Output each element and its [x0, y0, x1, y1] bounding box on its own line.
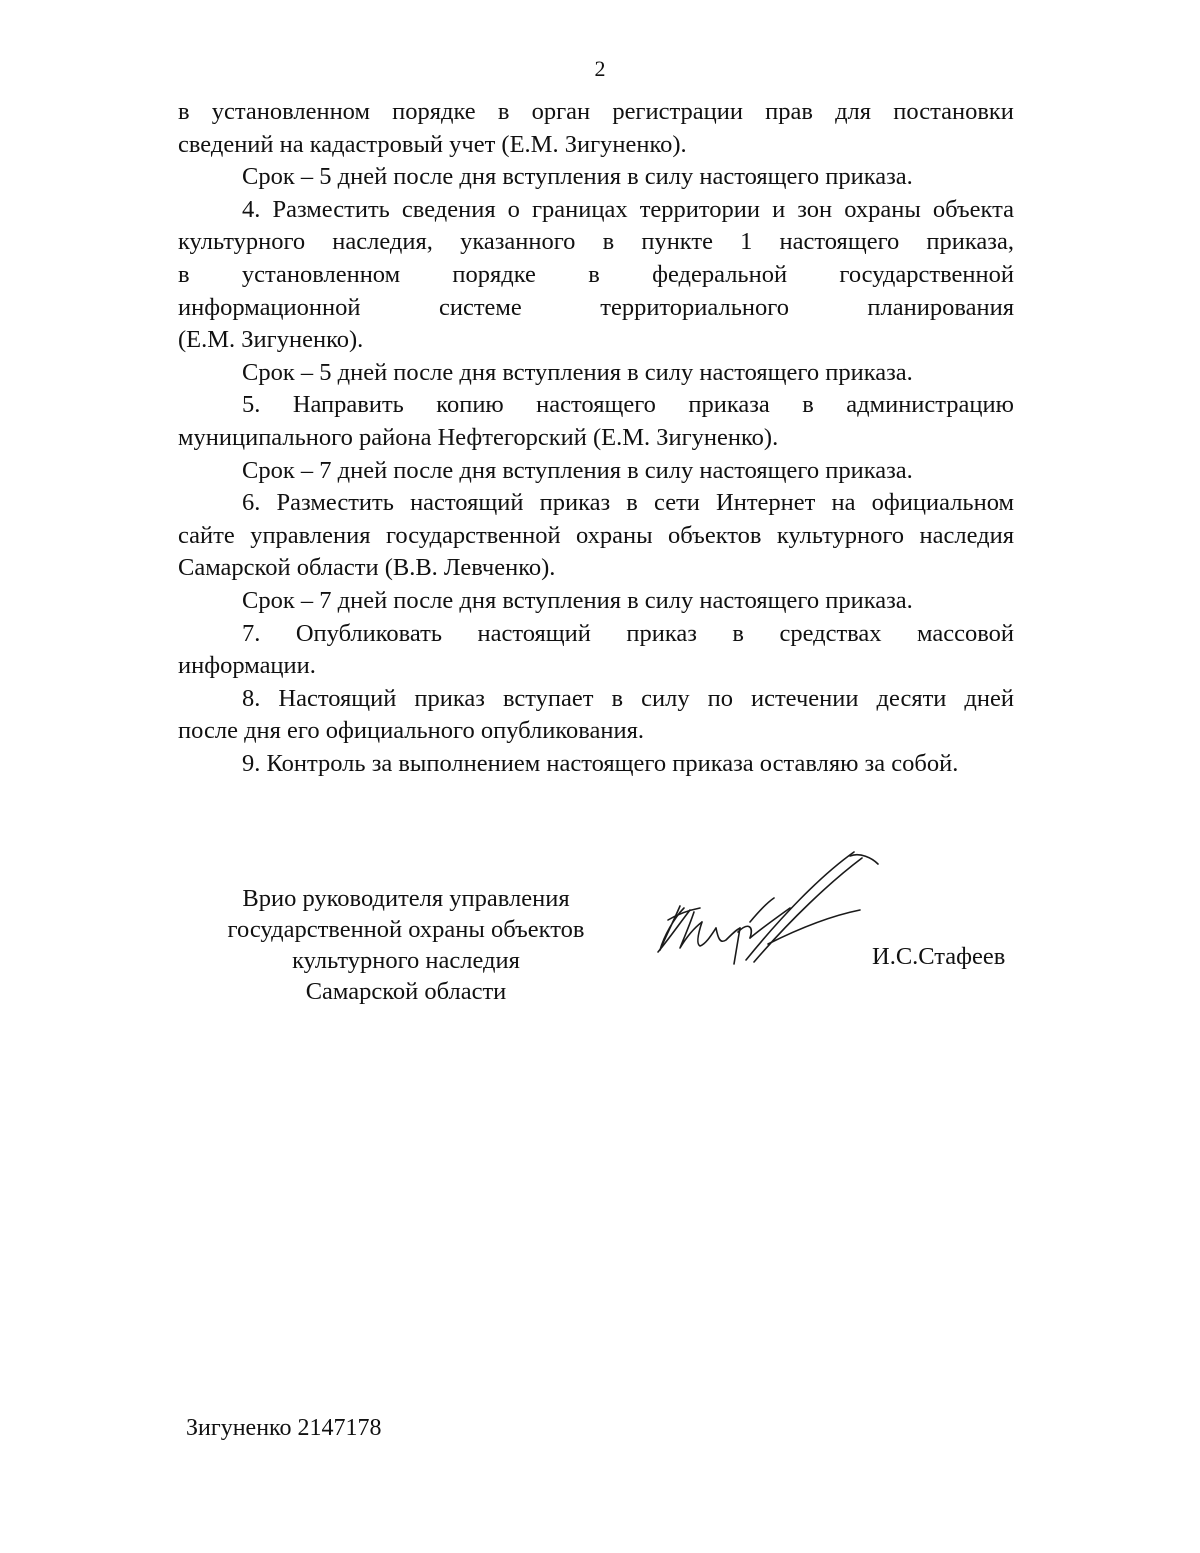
paragraph-6-line-2: сайте управления государственной охраны объектов культурного наследия	[178, 521, 1014, 549]
paragraph-6-line-3: Самарской области (В.В. Левченко).	[178, 554, 556, 582]
position-line: культурного наследия	[292, 947, 520, 974]
word: прав	[765, 98, 813, 125]
paragraph-4-line-3	[178, 259, 1014, 292]
word: настоящего	[779, 228, 900, 256]
signatory-name: И.С.Стафеев	[872, 943, 1006, 970]
word: в	[602, 228, 615, 256]
paragraph-5-line-2: муниципального района Нефтегорский (Е.М. Зигуненко).	[178, 423, 779, 451]
deadline-line: Срок – 7 дней после дня вступления в силу настоящего приказа.	[242, 586, 913, 614]
word: регистрации	[612, 98, 743, 125]
paragraph-4-line-2	[178, 226, 1014, 259]
word: порядке	[392, 98, 476, 125]
paragraph-5-line-1	[178, 389, 1014, 422]
paragraph-7-line-1	[178, 618, 1014, 651]
word: средствах	[779, 619, 882, 647]
word: для	[835, 98, 872, 125]
position-line: государственной охраны объектов	[227, 916, 585, 943]
word: системе	[438, 293, 522, 321]
paragraph-9: 9. Контроль за выполнением настоящего приказа оставляю за собой.	[242, 749, 959, 777]
word: приказ	[626, 619, 697, 647]
word: приказа	[688, 391, 770, 419]
word: массовой	[917, 619, 1014, 647]
deadline-line: Срок – 5 дней после дня вступления в силу настоящего приказа.	[242, 163, 913, 191]
word: федеральной	[652, 260, 788, 288]
word: администрацию	[846, 391, 1014, 419]
word: установленном	[211, 98, 370, 125]
paragraph-4-line-4	[178, 292, 1014, 325]
paragraph-4-line-1: 4. Разместить сведения о границах территории и зон охраны объекта	[242, 195, 1014, 223]
word: Направить	[292, 391, 404, 419]
executor-note: Зигуненко 2147178	[186, 1415, 382, 1441]
word: настоящего	[536, 391, 656, 419]
handwritten-signature	[650, 848, 890, 978]
word: культурного	[178, 228, 306, 256]
word: в	[178, 260, 190, 288]
word: Опубликовать	[295, 619, 443, 647]
word: орган	[531, 98, 591, 125]
word: наследия,	[332, 228, 433, 256]
word: в	[497, 98, 510, 125]
word: указанного	[460, 228, 576, 256]
word: постановки	[893, 98, 1014, 125]
word: в	[178, 98, 190, 125]
word: установленном	[241, 260, 401, 288]
word: в	[802, 391, 814, 419]
word: 7.	[242, 619, 261, 647]
document-body	[178, 96, 1014, 780]
word: пункте	[641, 228, 713, 256]
word: копию	[436, 391, 504, 419]
paragraph-8-line-1: 8. Настоящий приказ вступает в силу по истечении десяти дней	[242, 684, 1014, 712]
deadline-line: Срок – 7 дней после дня вступления в силу настоящего приказа.	[242, 456, 913, 484]
position-line: Самарской области	[305, 978, 507, 1005]
word: информационной	[178, 293, 361, 321]
word: приказа,	[926, 228, 1014, 256]
word: порядке	[452, 260, 536, 288]
deadline-line: Срок – 5 дней после дня вступления в силу настоящего приказа.	[242, 358, 913, 386]
paragraph-7-line-2: информации.	[178, 652, 316, 680]
word: 5.	[242, 391, 261, 419]
paragraph-3-line-1	[178, 96, 1014, 129]
paragraph-4-line-5: (Е.М. Зигуненко).	[178, 326, 364, 354]
paragraph-3-line-2: сведений на кадастровый учет (Е.М. Зигуненко).	[178, 130, 687, 158]
word: в	[588, 260, 600, 288]
signatory-position	[206, 883, 606, 1007]
word: государственной	[839, 260, 1014, 288]
word: территориального	[600, 293, 789, 321]
paragraph-6-line-1: 6. Разместить настоящий приказ в сети Интернет на официальном	[242, 489, 1014, 517]
page-number: 2	[594, 56, 606, 81]
word: планирования	[867, 293, 1014, 321]
word: настоящий	[477, 619, 591, 647]
word: в	[732, 619, 744, 647]
word: 1	[740, 228, 753, 256]
paragraph-8-line-2: после дня его официального опубликования.	[178, 717, 644, 745]
position-line: Врио руководителя управления	[242, 885, 570, 912]
